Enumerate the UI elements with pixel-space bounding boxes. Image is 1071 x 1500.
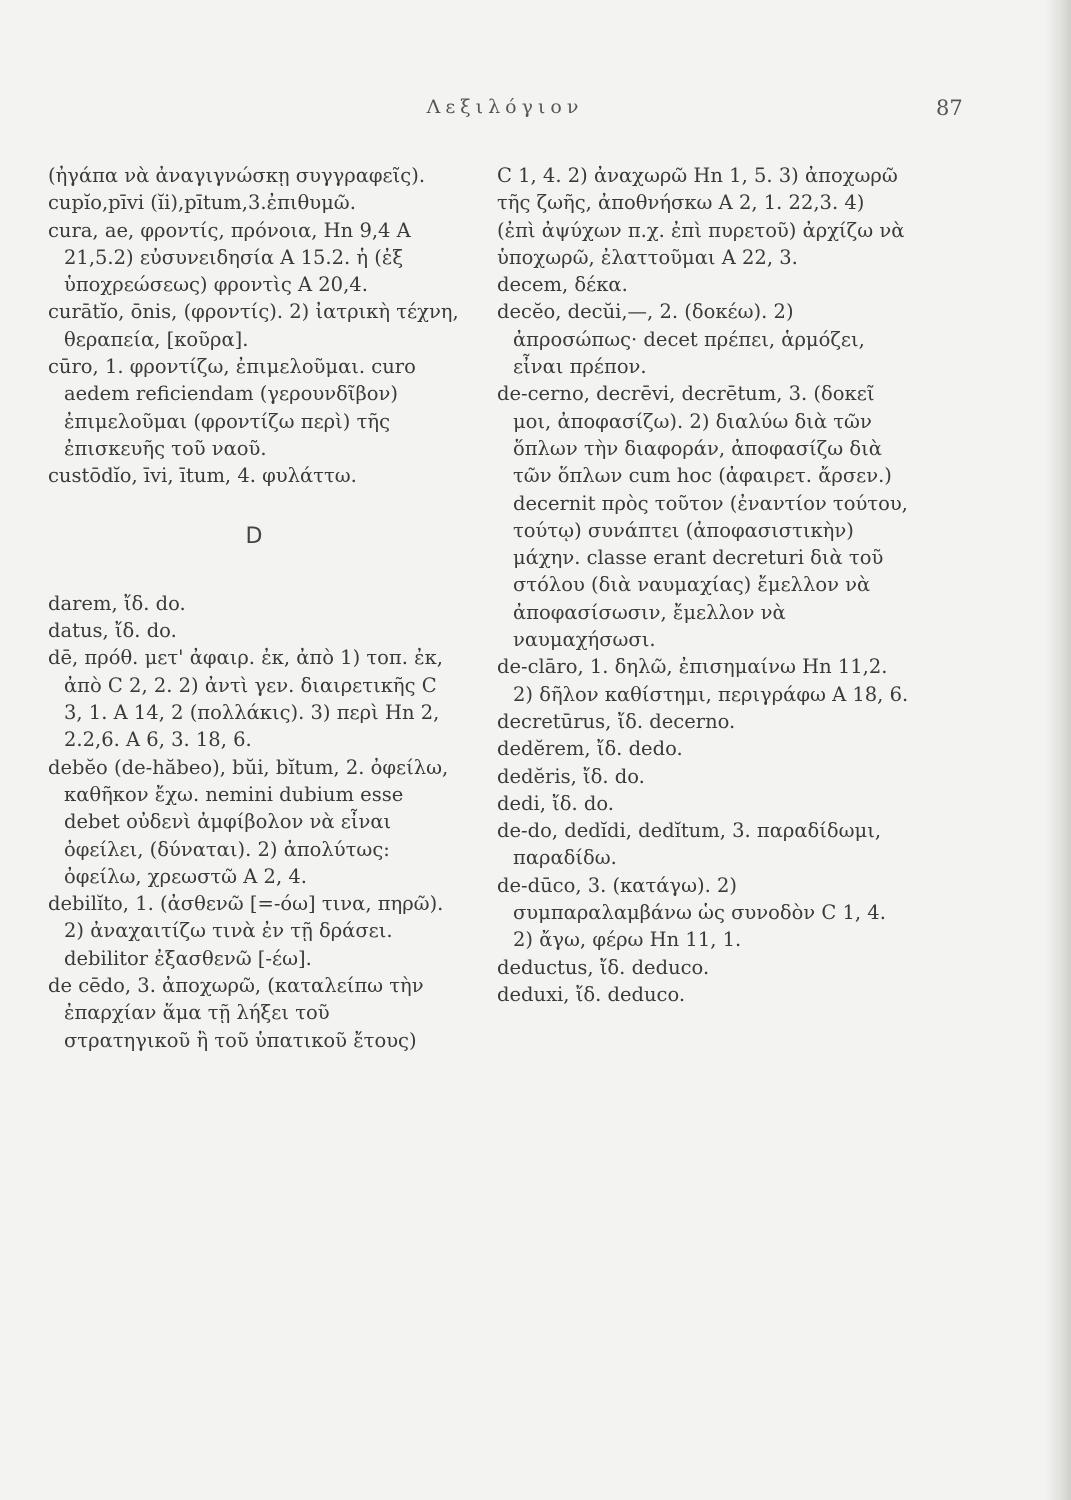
dictionary-entry: cupĭo,pīvi (ĭi),pītum,3.ἐπιθυμῶ. [48,191,356,215]
dictionary-entry: deductus, ἴδ. deduco. [497,955,710,979]
dictionary-entry: dedĕrem, ἴδ. dedo. [497,737,683,761]
page-number: 87 [936,96,963,120]
dictionary-entry: dedĕris, ἴδ. do. [497,764,645,788]
dictionary-entry: de-do, dedĭdi, dedĭtum, 3. παραδίδωμι, παραδίδω. [497,819,882,870]
dictionary-entry: de cēdo, 3. ἀποχωρῶ, (καταλείπω τὴν ἐπαρχίαν ἅμα τῇ λήξει τοῦ στρατηγικοῦ ἢ τοῦ ὑπατικοῦ ἔτους) [48,974,424,1052]
dictionary-entry: cūro, 1. φροντίζω, ἐπιμελοῦμαι. curo aedem reficiendam (γερουνδῖβον) ἐπιμελοῦμαι (φροντίζω περὶ) τῆς ἐπισκευῆς τοῦ ναοῦ. [48,355,416,460]
dictionary-entry: decretūrus, ἴδ. decerno. [497,709,736,733]
dictionary-entry: curātĭo, ōnis, (φροντίς). 2) ἰατρικὴ τέχνη, θεραπεία, [κοῦρα]. [48,300,459,351]
section-letter-heading: D [245,523,263,549]
dictionary-entry: dē, πρόθ. μετ' ἀφαιρ. ἐκ, ἀπὸ 1) τοπ. ἐκ, ἀπὸ C 2, 2. 2) ἀντὶ γεν. διαιρετικῆς C 3, 1. A 14, 2 (πολλάκις). 3) περὶ Hn 2, 2.2,6. A 6, 3. 18, 6. [48,646,443,752]
dictionary-entry: datus, ἴδ. do. [48,619,177,643]
dictionary-entry: cura, ae, φροντίς, πρόνοια, Hn 9,4 A 21,5.2) εὐσυνειδησία A 15.2. ἡ (ἐξ ὑποχρεώσεως) φροντὶς A 20,4. [48,218,411,297]
dictionary-entry: dedi, ἴδ. do. [497,791,614,815]
page-edge-shadow [1045,0,1071,1500]
dictionary-entry: decĕo, decŭi,—, 2. (δοκέω). 2) ἀπροσώπως· decet πρέπει, ἁρμόζει, εἶναι πρέπον. [497,300,865,379]
dictionary-entry: de-cerno, decrēvi, decrētum, 3. (δοκεῖ μοι, ἀποφασίζω). 2) διαλύω διὰ τῶν ὅπλων τὴν διαφοράν, ἀποφασίζω διὰ τῶν ὅπλων cum hoc (ἀφαιρετ. ἄρσεν.) decernit πρὸς τοῦτον (ἐναντίον τούτου, τούτῳ) συνάπτει (ἀποφασιστικὴν) μάχην. classe erant decreturi διὰ τοῦ στόλου (διὰ ναυμαχίας) ἔμελλον νὰ ἀποφασίσωσιν, ἔμελλον νὰ ναυμαχήσωσι. [497,382,908,652]
dictionary-entry: de-dūco, 3. (κατάγω). 2) συμπαραλαμβάνω ὡς συνοδὸν C 1, 4. 2) ἄγω, φέρω Hn 11, 1. [497,873,886,952]
dictionary-entry: decem, δέκα. [497,273,628,297]
dictionary-entry: deduxi, ἴδ. deduco. [497,982,686,1006]
dictionary-entry: debĕo (de-hăbeo), bŭi, bĭtum, 2. ὀφείλω, καθῆκον ἔχω. nemini dubium esse debet οὐδενὶ ἀμφίβολον νὰ εἶναι ὀφείλει, (δύναται). 2) ἀπολύτως: ὀφείλω, χρεωστῶ A 2, 4. [48,755,449,888]
dictionary-entry: (ἠγάπα νὰ ἀναγιγνώσκῃ συγγραφεῖς). [48,164,426,187]
dictionary-entry: debilĭto, 1. (ἀσθενῶ [=-όω] τινα, πηρῶ). 2) ἀναχαιτίζω τινὰ ἐν τῇ δράσει. debilitor ἐξασθενῶ [-έω]. [48,892,444,970]
dictionary-entry: custōdĭo, īvi, ītum, 4. φυλάττω. [48,464,357,488]
dictionary-entry: de-clāro, 1. δηλῶ, ἐπισημαίνω Hn 11,2. 2) δῆλον καθίστημι, περιγράφω A 18, 6. [497,655,909,706]
dictionary-entry-continuation: C 1, 4. 2) ἀναχωρῶ Hn 1, 5. 3) ἀποχωρῶ τῆς ζωῆς, ἀποθνήσκω A 2, 1. 22,3. 4) (ἐπὶ ἀψύχων π.χ. ἐπὶ πυρετοῦ) ἀρχίζω νὰ ὑποχωρῶ, ἐλαττοῦμαι A 22, 3. [497,164,905,269]
running-head-title: Λεξιλόγιον [426,96,584,118]
left-column [48,162,460,1054]
right-column [497,162,909,1008]
dictionary-entry: darem, ἴδ. do. [48,591,186,615]
